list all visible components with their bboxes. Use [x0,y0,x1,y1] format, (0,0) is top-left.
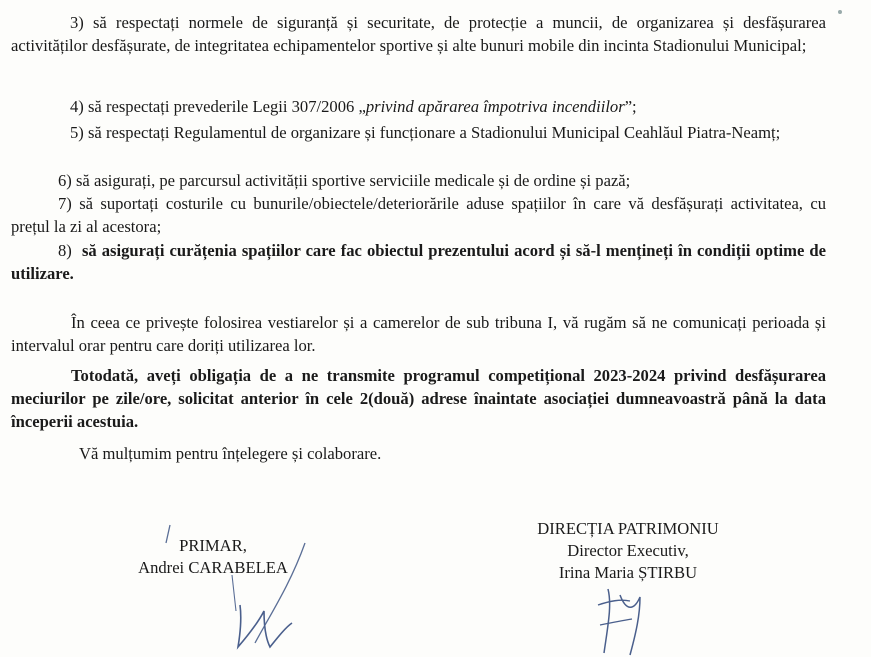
item-text: să asigurați, pe parcursul activității sportive serviciile medicale și de ordine și pază; [71,171,631,190]
mayor-title: PRIMAR, [179,536,247,555]
item-number: 3) [70,13,84,32]
list-item-5 [11,122,826,145]
law-title: privind apărarea împotriva incendiilor [365,97,625,116]
scan-speck [838,10,842,14]
item-number: 8) [58,241,72,260]
item-number: 4) [70,97,84,116]
list-item-6 [11,170,826,193]
item-number: 7) [58,194,72,213]
item-text: să asigurați curățenia spațiilor care fac obiectul prezentului acord și să-l mențineți în condiții optime de utilizare. [11,241,827,283]
mayor-name: Andrei CARABELEA [138,558,288,577]
item-number: 5) [70,123,84,142]
director-title: Director Executiv, [567,541,689,560]
department-name: DIRECȚIA PATRIMONIU [537,519,719,538]
item-text-end: ”; [624,97,637,116]
mayor-signature-icon [160,515,330,657]
paragraph-multumim: Vă mulțumim pentru înțelegere și colaborare. [79,444,382,463]
list-item-3 [11,12,826,58]
item-text: să respectați prevederile Legii 307/2006 „ [83,97,366,116]
item-number: 6) [58,171,72,190]
director-name: Irina Maria ȘTIRBU [558,563,698,582]
item-text: să suportați costurile cu bunurile/obiectele/deteriorările aduse spațiilor în care vă desfășurați activitatea, cu prețul la zi al acestora; [11,194,826,236]
list-item-8 [11,240,826,286]
list-item-7 [11,193,826,239]
paragraph-totodata: Totodată, aveți obligația de a ne transmite programul competițional 2023-2024 privind desfășurarea meciurilor pe zile/ore, solicitat anterior în cele 2(două) adrese înaintate asociației dumneavoastră până la data începerii acestuia. [11,366,826,431]
list-item-4 [11,96,826,119]
director-signature-icon [590,575,660,657]
paragraph-vestiare: În ceea ce privește folosirea vestiarelor și a camerelor de sub tribuna I, vă rugăm să ne comunicați perioada și intervalul orar pentru care doriți utilizarea lor. [11,313,826,355]
item-text: să respectați normele de siguranță și securitate, de protecție a muncii, de organizarea și [83,13,734,32]
item-text: să respectați Regulamentul de organizare și funcționare a Stadionului Municipal Ceahlăul Piatra-Neamț; [83,123,781,142]
item-text-continued: desfășurarea activităților desfășurate, de integritatea echipamentelor sportive și alte bunuri mobile din incinta Stadionului Municipal; [11,13,826,55]
